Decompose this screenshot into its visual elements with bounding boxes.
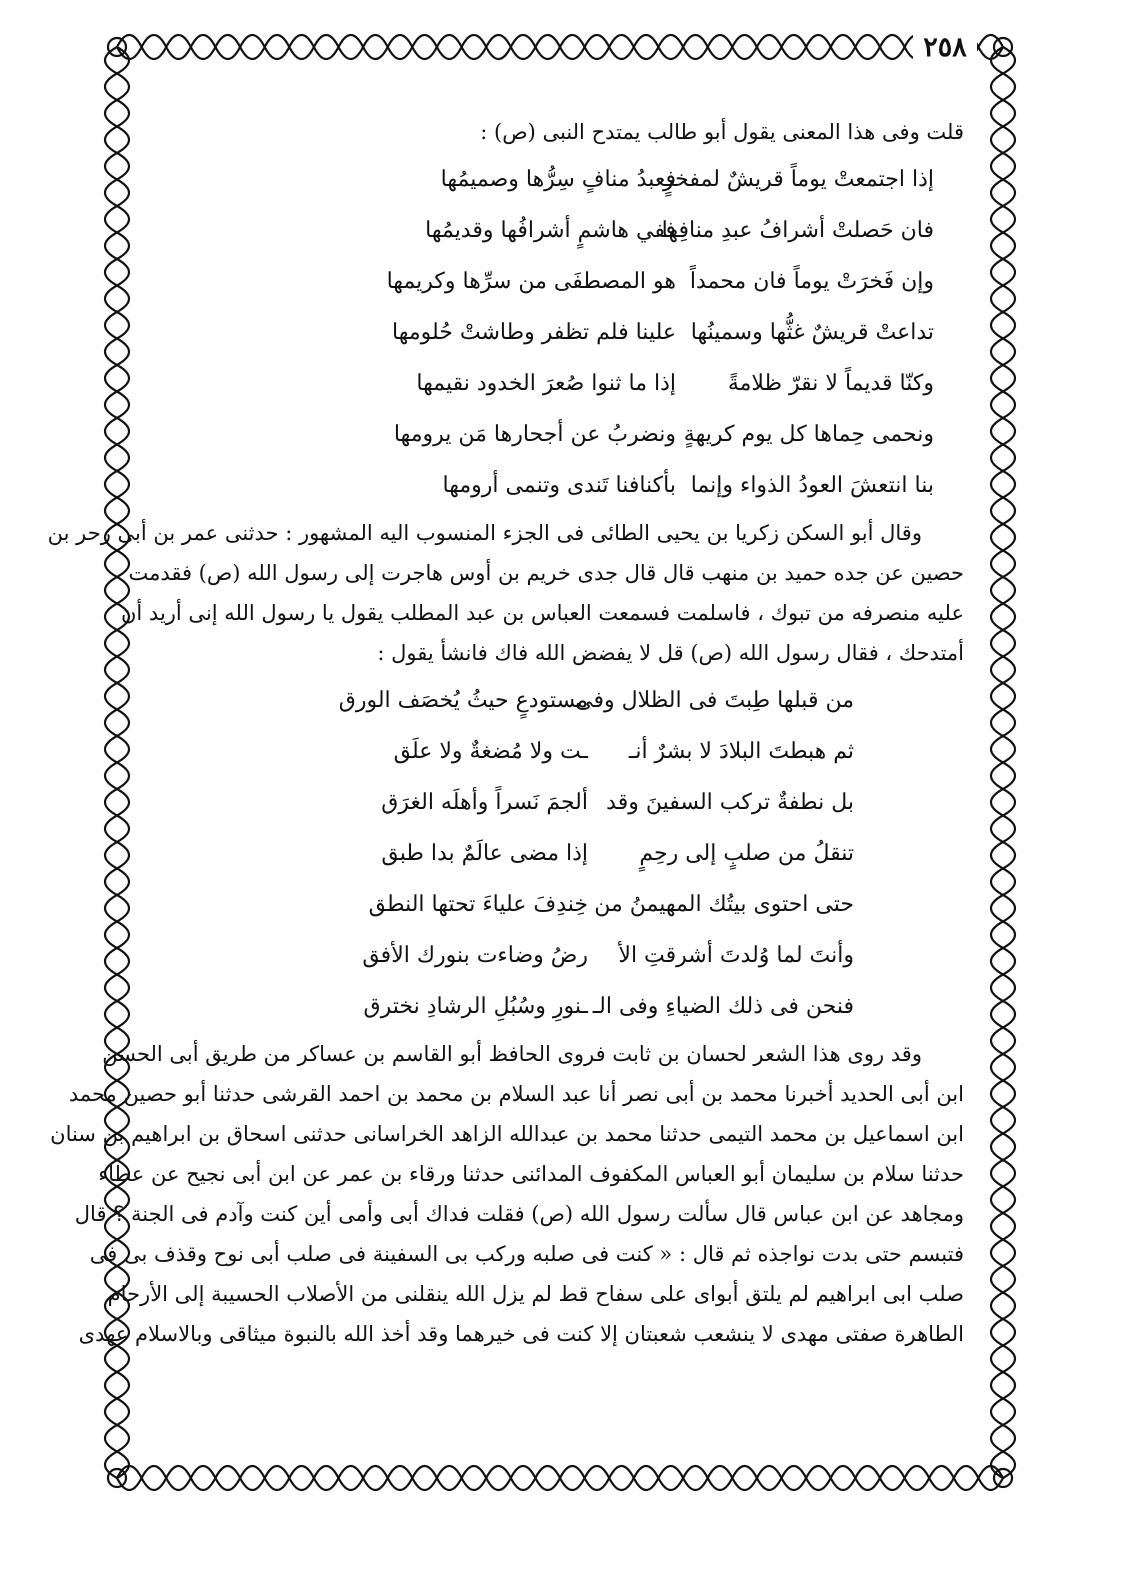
paragraph-abu-al-sakan	[47, 513, 964, 673]
verse-second-hemistich: هو المصطفَى من سرِّها وكريمها	[386, 269, 676, 294]
prose-line: الطاهرة صفتى مهدى لا ينشعب شعبتان إلا كنت فى خيرهما وقد أخذ الله بالنبوة ميثاقى وبالاسلام عهدى	[78, 1322, 964, 1346]
verse-line	[158, 675, 964, 726]
verse-second-hemistich: خِندِفَ علياءَ تحتها النطق	[368, 892, 588, 917]
verse-first-hemistich: تداعتْ قريشٌ غثُّها وسمينُها	[690, 320, 934, 345]
intro-line: قلت وفى هذا المعنى يقول أبو طالب يمتدح النبى (ص) :	[480, 120, 964, 144]
verse-second-hemistich: إذا ما ثنوا صُعرَ الخدود نقيمها	[416, 371, 676, 396]
verse-first-hemistich: ثم هبطتَ البلادَ لا بشرٌ أنـ	[628, 739, 854, 764]
verse-line	[158, 726, 964, 777]
verse-first-hemistich: حتى احتوى بيتُك المهيمنُ من	[594, 892, 854, 917]
prose-line: ابن أبى الحديد أخبرنا محمد بن أبى نصر أنا عبد السلام بن محمد بن احمد القرشى حدثنا أبو حصين محمد	[68, 1082, 964, 1106]
verse-second-hemistich: ونضربُ عن أجحارها مَن يرومها	[393, 422, 676, 447]
verse-second-hemistich: مستودعٍ حيثُ يُخصَف الورق	[338, 688, 588, 713]
verse-second-hemistich: بأكنافنا تَندى وتنمى أرومها	[442, 473, 676, 498]
verse-first-hemistich: فان حَصلتْ أشرافُ عبدِ منافِها	[661, 218, 934, 243]
verse-line	[158, 409, 964, 460]
verse-line	[158, 981, 964, 1032]
poem-abu-talib	[158, 154, 964, 511]
verse-first-hemistich: وكنّا قديماً لا نقرّ ظلامةً	[727, 371, 934, 396]
prose-line: وقد روى هذا الشعر لحسان بن ثابت فروى الحافظ أبو القاسم بن عساكر من طريق أبى الحسن	[102, 1042, 922, 1066]
verse-second-hemistich: رضُ وضاءت بنورك الأفق	[362, 943, 588, 968]
page-content	[47, 112, 964, 1354]
verse-line	[158, 879, 964, 930]
prose-line: وقال أبو السكن زكريا بن يحيى الطائى فى الجزء المنسوب اليه المشهور : حدثنى عمر بن أبى زحر بن	[47, 521, 922, 545]
verse-first-hemistich: فنحن فى ذلك الضياءِ وفى الـ	[592, 994, 854, 1019]
verse-line	[158, 460, 964, 511]
verse-line	[158, 307, 964, 358]
verse-line	[158, 930, 964, 981]
verse-second-hemistich: ـت ولا مُضغةٌ ولا علَق	[393, 739, 588, 764]
verse-line	[158, 358, 964, 409]
page-number: ٢٥٨	[913, 32, 977, 64]
prose-line: ومجاهد عن ابن عباس قال سألت رسول الله (ص) فقلت فداك أبى وأمى أين كنت وآدم فى الجنة ؟ قال	[74, 1202, 964, 1226]
verse-first-hemistich: من قبلها طِبتَ فى الظلال وفى	[575, 688, 854, 713]
poem-al-abbas	[158, 675, 964, 1032]
border-chain-strand	[117, 35, 1003, 59]
prose-line: حدثنا سلام بن سليمان أبو العباس المكفوف المدائنى حدثنا ورقاء بن عمر عن ابن أبى نجيح عن عطاء	[98, 1162, 964, 1186]
prose-line: صلب ابى ابراهيم لم يلتق أبواى على سفاح قط لم يزل الله ينقلنى من الأصلاب الحسيبة إلى الأرحام	[107, 1282, 964, 1306]
prose-line: حصين عن جده حميد بن منهب قال قال جدى خريم بن أوس هاجرت إلى رسول الله (ص) فقدمت	[128, 561, 964, 585]
verse-line	[158, 205, 964, 256]
verse-second-hemistich: إذا مضى عالَمٌ بدا طبق	[381, 841, 588, 866]
prose-line: عليه منصرفه من تبوك ، فاسلمت فسمعت العباس بن عبد المطلب يقول يا رسول الله إنى أريد أن	[120, 601, 964, 625]
verse-first-hemistich: وإن فَخرَتْ يوماً فان محمداً	[689, 269, 934, 294]
verse-first-hemistich: تنقلُ من صلبٍ إلى رحِمٍ	[639, 841, 854, 866]
verse-line	[158, 828, 964, 879]
verse-first-hemistich: بل نطفةٌ تركب السفينَ وقد	[606, 790, 854, 815]
verse-second-hemistich: ففي هاشمٍ أشرافُها وقديمُها	[425, 218, 676, 243]
prose-line: ابن اسماعيل بن محمد التيمى حدثنا محمد بن عبدالله الزاهد الخراسانى حدثنى اسحاق بن ابراهيم بن سنان	[50, 1122, 964, 1146]
verse-first-hemistich: إذا اجتمعتْ يوماً قريشٌ لمفخرٍ	[663, 167, 934, 192]
paragraph-ibn-asakir	[50, 1034, 964, 1354]
verse-second-hemistich: فعبدُ منافٍ سِرُّها وصميمُها	[440, 167, 676, 192]
prose-line: فتبسم حتى بدت نواجذه ثم قال : « كنت فى صلبه وركب بى السفينة فى صلب أبى نوح وقذف بى فى	[89, 1242, 964, 1266]
verse-first-hemistich: بنا انتعشَ العودُ الذواء وإنما	[690, 473, 934, 498]
verse-second-hemistich: ألجمَ نَسراً وأهلَه الغرَق	[381, 790, 588, 815]
verse-first-hemistich: وأنتَ لما وُلدتَ أشرقتِ الأ	[618, 943, 854, 968]
verse-line	[158, 777, 964, 828]
prose-line: أمتدحك ، فقال رسول الله (ص) قل لا يفضض الله فاك فانشأ يقول :	[377, 641, 964, 665]
verse-first-hemistich: ونحمى حِماها كل يوم كريهةٍ	[683, 422, 934, 447]
verse-second-hemistich: علينا فلم تظفر وطاشتْ حُلومها	[392, 320, 676, 345]
border-chain-strand	[991, 47, 1015, 1478]
border-chain-strand	[117, 1466, 1003, 1490]
verse-second-hemistich: ـنورِ وسُبُلِ الرشادِ نخترق	[363, 994, 588, 1019]
verse-line	[158, 256, 964, 307]
verse-line	[158, 154, 964, 205]
